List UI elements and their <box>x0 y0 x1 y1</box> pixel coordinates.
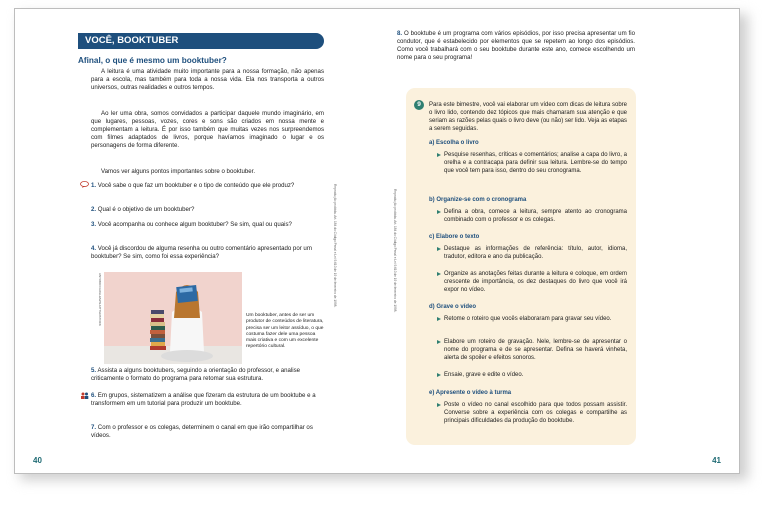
question-number: 4. <box>91 245 97 252</box>
question-number: 3. <box>91 221 97 228</box>
page-number-right: 41 <box>712 456 721 465</box>
book-spread <box>14 8 740 474</box>
question-text: Com o professor e os colegas, determinem o canal em que irão compartilhar os vídeos. <box>91 424 313 440</box>
photo-caption: Um booktuber, antes de ser um produtor de conteúdos de literatura, precisa ser um leitor assíduo, o que costuma fazer dele uma pessoa mais criativa e com um excelente repertório cultural. <box>246 313 324 350</box>
step-d-bullet-1: Retome o roteiro que vocês elaboraram para gravar seu vídeo. <box>444 315 627 323</box>
question-8 <box>397 30 635 62</box>
question-text: Você sabe o que faz um booktuber e o tipo de conteúdo que ele produz? <box>97 182 295 189</box>
right-page <box>377 9 739 473</box>
step-d-title: d) Grave o vídeo <box>429 304 477 310</box>
group-work-icon <box>80 392 89 399</box>
question-5 <box>91 367 324 383</box>
question-4 <box>91 245 324 261</box>
question-number: 6. <box>91 392 97 399</box>
question-1 <box>91 182 324 190</box>
step-e-title: e) Apresente o vídeo à turma <box>429 390 512 396</box>
question-2 <box>91 206 324 214</box>
page-number-left: 40 <box>33 456 42 465</box>
book-stack <box>150 310 166 350</box>
step-a-title: a) Escolha o livro <box>429 140 479 146</box>
question-number: 2. <box>91 206 97 213</box>
paragraph-1: A leitura é uma atividade muito importante para a nossa formação, não apenas para a escola, mas também para toda a nossa vida. Ela nos transporta a outros universos, outras realidades e outros tempos. <box>91 68 324 92</box>
question-text: O booktube é um programa com vários episódios, por isso precisa apresentar um fio condutor, que é estabelecido por elementos que se repetem ao longo dos episódios. Como você trabalhará com o seu booktube durante este ano, comece escolhendo um nome para o seu programa! <box>397 30 635 62</box>
copyright-note-left: Reprodução proibida. Art. 184 do Código Penal e Lei 9.610 de 19 de fevereiro de 1998. <box>333 184 337 308</box>
question-text: Em grupos, sistematizem a análise que fizeram da estrutura de um booktube e a transformem em um tutorial para produzir um booktube. <box>91 392 316 408</box>
question-number: 8. <box>397 30 403 37</box>
paragraph-3: Vamos ver alguns pontos importantes sobre o booktuber. <box>101 168 256 175</box>
question-number: 5. <box>91 367 97 374</box>
step-a-bullet-1: Pesquise resenhas, críticas e comentários; analise a capa do livro, a orelha e a contracapa para definir sua leitura. Lembre-se do tempo que você tem para isso, dentro do seu cronograma. <box>444 152 627 174</box>
left-page <box>15 9 377 473</box>
photo-credit: ANTONIO GUILLEM/SHUTTERSTOCK <box>98 273 102 326</box>
question-text: Você já discordou de alguma resenha ou outro comentário apresentado por um booktuber? Se sim, como foi essa experiência? <box>91 245 312 261</box>
paragraph-2: Ao ler uma obra, somos convidados a participar daquele mundo imaginário, em que lugares, pessoas, vozes, cores e sons são criados em nossa mente e complementam a leitura. É por isso também que muitas vezes nos surpreendemos com filmes adaptados de livros, porque havíamos imaginado o lugar e os personagens de forma diferente. <box>91 110 324 150</box>
step-d-bullet-2: Elabore um roteiro de gravação. Nele, lembre-se de apresentar o nome do programa e de se apresentar. Defina se haverá vinheta, alerta de spoiler e efeitos sonoros. <box>444 339 627 361</box>
question-text: Qual é o objetivo de um booktuber? <box>97 206 195 213</box>
speech-bubble-icon <box>80 181 89 188</box>
photo-reader-with-books <box>104 272 242 364</box>
copyright-note-right: Reprodução proibida. Art. 184 do Código Penal e Lei 9.610 de 19 de fevereiro de 1998. <box>393 189 397 313</box>
question-3 <box>91 221 324 229</box>
question-6 <box>91 392 324 408</box>
step-e-bullet-1: Poste o vídeo no canal escolhido para que todos possam assistir. Converse sobre a experiência com os colegas e compartilhe as principais dificuldades da produção do booktube. <box>444 402 627 424</box>
step-c-title: c) Elabore o texto <box>429 234 480 240</box>
question-text: Assista a alguns booktubers, seguindo a orientação do professor, e analise criticamente o formato do programa para retomar sua estrutura. <box>91 367 301 383</box>
step-b-title: b) Organize-se com o cronograma <box>429 197 527 203</box>
activity-intro: Para este bimestre, você vai elaborar um vídeo com dicas de leitura sobre o livro lido, contendo dez tópicos que mais chamaram sua atenção e que seriam as razões pelas quais o livro deve (ou não) ser lido. Veja as etapas a serem seguidas. <box>429 102 627 132</box>
subheading: Afinal, o que é mesmo um booktuber? <box>78 56 227 65</box>
step-c-bullet-2: Organize as anotações feitas durante a leitura e coloque, em ordem crescente de importância, os dez destaques do livro que você irá expor no vídeo. <box>444 271 627 293</box>
step-b-bullet-1: Defina a obra, comece a leitura, sempre atento ao cronograma combinado com o professor e os colegas. <box>444 209 627 223</box>
step-c-bullet-1: Destaque as informações de referência: título, autor, idioma, tradutor, editora e ano da publicação. <box>444 246 627 260</box>
question-number: 1. <box>91 182 97 189</box>
activity-number-badge: 9 <box>414 100 424 110</box>
step-d-bullet-3: Ensaie, grave e edite o vídeo. <box>444 371 627 379</box>
section-header: VOCÊ, BOOKTUBER <box>78 33 324 49</box>
question-7 <box>91 424 324 440</box>
question-number: 7. <box>91 424 97 431</box>
question-text: Você acompanha ou conhece algum booktuber? Se sim, qual ou quais? <box>97 221 292 228</box>
